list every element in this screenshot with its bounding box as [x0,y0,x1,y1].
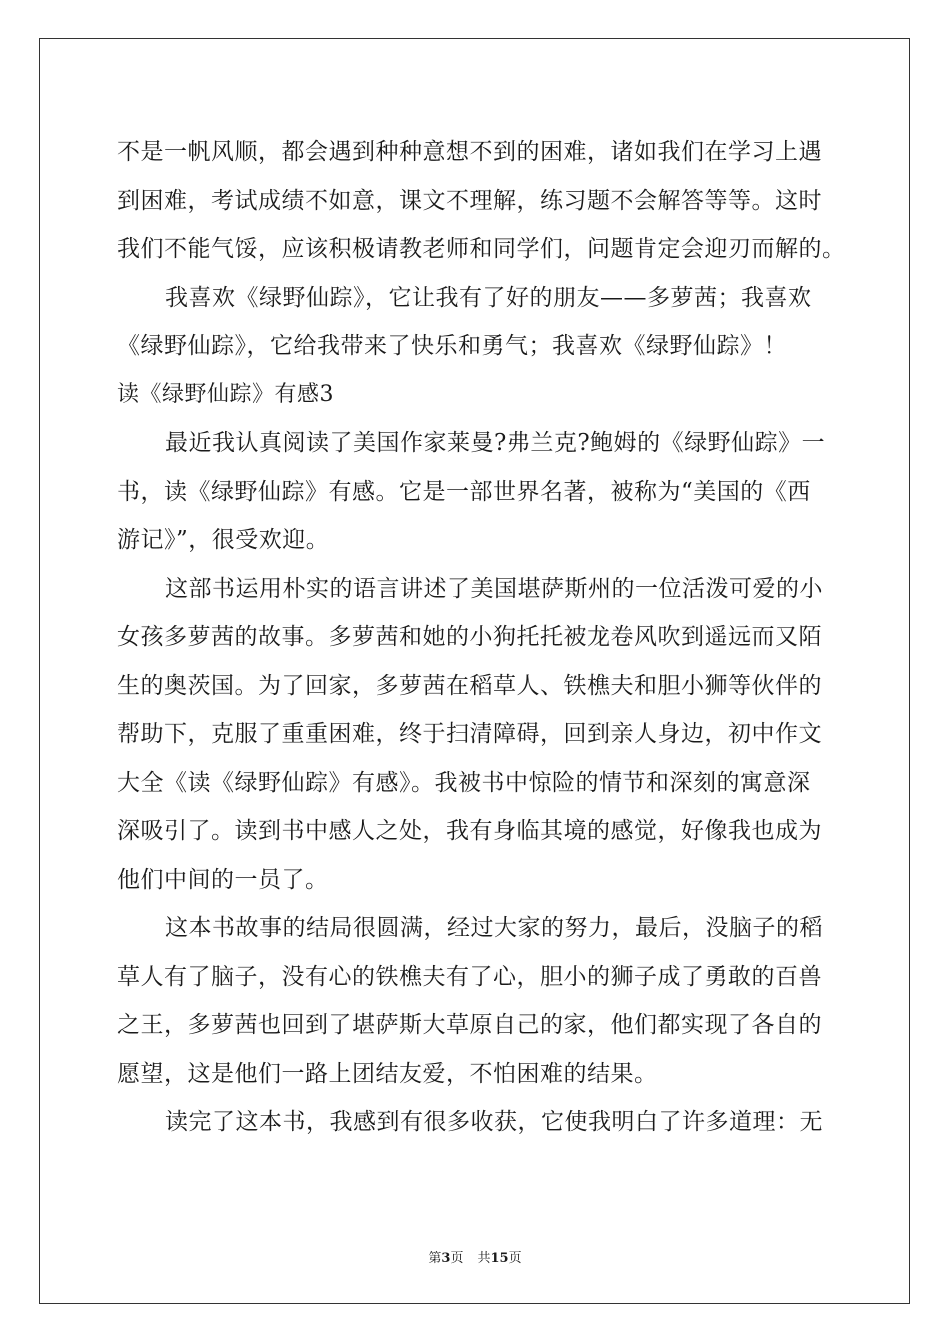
page-suffix: 页 [450,1251,464,1266]
text-line: 这部书运用朴实的语言讲述了美国堪萨斯州的一位活泼可爱的小 [165,575,823,602]
total-suffix: 页 [508,1251,522,1266]
page-number: 3 [441,1251,451,1266]
text-line: 不是一帆风顺，都会遇到种种意想不到的困难，诸如我们在学习上遇 [117,139,822,165]
document-body [117,128,846,1147]
section-heading: 读《绿野仙踪》有感3 [117,381,334,407]
text-line: 草人有了脑子，没有心的铁樵夫有了心，胆小的狮子成了勇敢的百兽 [117,963,822,990]
text-line: 这本书故事的结局很圆满，经过大家的努力，最后，没脑子的稻 [165,915,823,941]
text-line: 他们中间的一员了。 [117,866,329,893]
text-line: 大全《读《绿野仙踪》有感》。我被书中惊险的情节和深刻的寓意深 [117,769,811,796]
text-line: 深吸引了。读到书中感人之处，我有身临其境的感觉，好像我也成为 [117,818,822,844]
total-prefix: 共 [477,1251,491,1266]
text-line: 女孩多萝茜的故事。多萝茜和她的小狗托托被龙卷风吹到遥远而又陌 [117,624,822,650]
text-line: 游记》”，很受欢迎。 [117,527,330,553]
total-pages: 15 [490,1251,509,1266]
text-line: 愿望，这是他们一路上团结友爱，不怕困难的结果。 [117,1060,658,1087]
text-line: 之王，多萝茜也回到了堪萨斯大草原自己的家，他们都实现了各自的 [117,1012,822,1038]
text-line: 我喜欢《绿野仙踪》，它让我有了好的朋友——多萝茜；我喜欢 [165,284,812,311]
text-line: 我们不能气馁，应该积极请教老师和同学们，问题肯定会迎刃而解的。 [117,236,846,262]
text-line: 《绿野仙踪》，它给我带来了快乐和勇气；我喜欢《绿野仙踪》！ [117,333,787,359]
text-line: 生的奥茨国。为了回家，多萝茜在稻草人、铁樵夫和胆小狮等伙伴的 [117,672,822,699]
text-line: 书，读《绿野仙踪》有感。它是一部世界名著，被称为“美国的《西 [117,478,811,505]
page-footer [0,1247,950,1266]
text-line: 到困难，考试成绩不如意，课文不理解，练习题不会解答等等。这时 [117,187,822,214]
text-line: 帮助下，克服了重重困难，终于扫清障碍，回到亲人身边，初中作文 [117,721,822,747]
page-prefix: 第 [428,1251,442,1266]
text-line: 读完了这本书，我感到有很多收获，它使我明白了许多道理：无 [165,1109,823,1135]
text-line: 最近我认真阅读了美国作家莱曼?弗兰克?鲍姆的《绿野仙踪》一 [165,430,826,456]
